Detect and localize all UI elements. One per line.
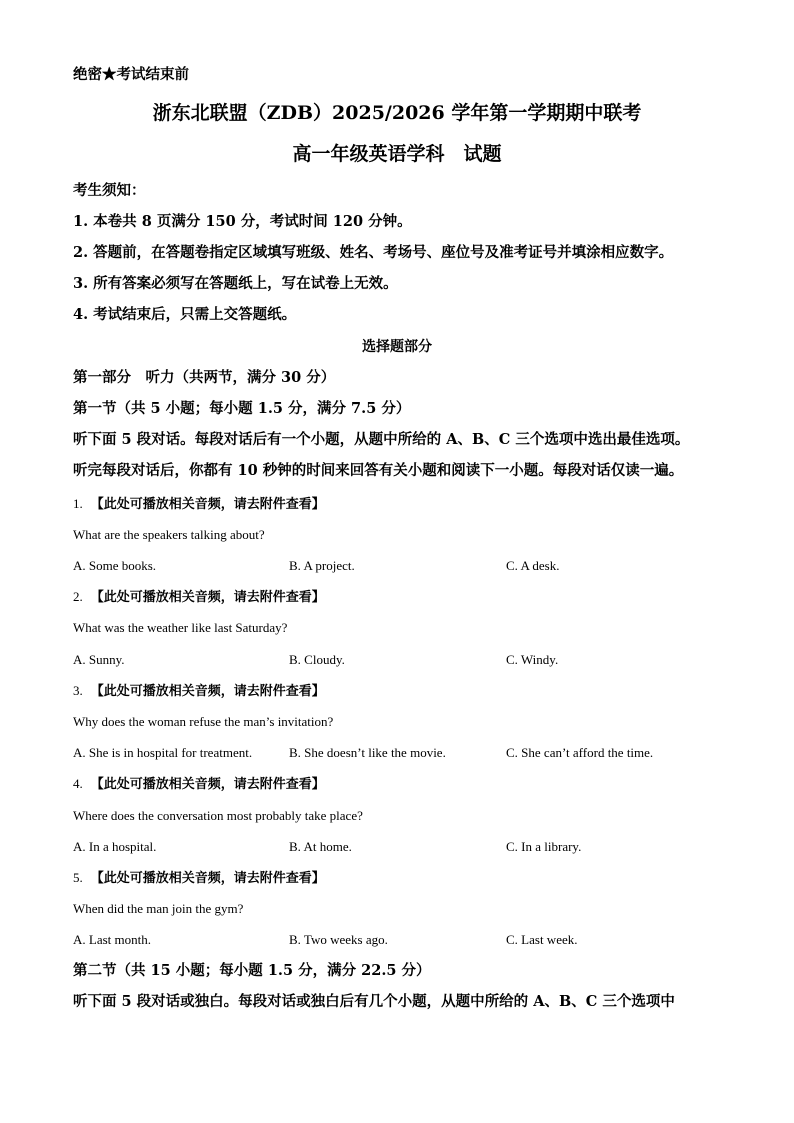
instruction-line: 听下面 5 段对话或独白。每段对话或独白后有几个小题，从题中所给的 A、B、C 三个选项中 [73, 993, 675, 1010]
option-b: B. At home. [289, 839, 352, 854]
option-b: B. A project. [289, 558, 355, 573]
question-text: What was the weather like last Saturday? [73, 620, 288, 635]
question-number: 5. [73, 870, 83, 885]
notice-item: 1. 本卷共 8 页满分 150 分，考试时间 120 分钟。 [73, 213, 412, 230]
question-header [73, 684, 325, 698]
option-b: B. Two weeks ago. [289, 932, 388, 947]
option-c: C. She can’t afford the time. [506, 745, 654, 760]
audio-note[interactable]: 【此处可播放相关音频，请去附件查看】 [90, 777, 325, 792]
question-number: 2. [73, 589, 83, 604]
question-number: 3. [73, 683, 83, 698]
secret-mark: 绝密★考试结束前 [73, 66, 189, 83]
notice-item: 2. 答题前，在答题卷指定区域填写班级、姓名、考场号、座位号及准考证号并填涂相应数字。 [73, 244, 674, 261]
audio-note[interactable]: 【此处可播放相关音频，请去附件查看】 [90, 497, 325, 512]
question-header [73, 497, 325, 511]
question-text: Why does the woman refuse the man’s invitation? [73, 714, 334, 729]
option-b: B. Cloudy. [289, 652, 345, 667]
option-c: C. A desk. [506, 558, 560, 573]
part-title: 第一部分 听力（共两节，满分 30 分） [73, 369, 336, 386]
question-header [73, 871, 325, 885]
section-title: 选择题部分 [362, 339, 432, 355]
question-number: 1. [73, 496, 83, 511]
subsection-title: 第二节（共 15 小题；每小题 1.5 分，满分 22.5 分） [73, 962, 431, 979]
audio-note[interactable]: 【此处可播放相关音频，请去附件查看】 [90, 871, 325, 886]
audio-note[interactable]: 【此处可播放相关音频，请去附件查看】 [90, 684, 325, 699]
question-header [73, 590, 325, 604]
notice-heading: 考生须知： [73, 182, 146, 199]
instruction-line: 听下面 5 段对话。每段对话后有一个小题，从题中所给的 A、B、C 三个选项中选出最佳选项。 [73, 431, 690, 448]
notice-item: 3. 所有答案必须写在答题纸上，写在试卷上无效。 [73, 275, 398, 292]
audio-note[interactable]: 【此处可播放相关音频，请去附件查看】 [90, 590, 325, 605]
question-text: When did the man join the gym? [73, 901, 244, 916]
option-a: A. Last month. [73, 932, 151, 947]
question-number: 4. [73, 776, 83, 791]
notice-item: 4. 考试结束后，只需上交答题纸。 [73, 306, 297, 323]
option-c: C. Windy. [506, 652, 559, 667]
option-c: C. Last week. [506, 932, 578, 947]
question-header [73, 777, 325, 791]
exam-subtitle: 高一年级英语学科 试题 [292, 143, 502, 165]
option-a: A. Sunny. [73, 652, 125, 667]
question-text: What are the speakers talking about? [73, 527, 265, 542]
option-a: A. In a hospital. [73, 839, 157, 854]
exam-title: 浙东北联盟（ZDB）2025/2026 学年第一学期期中联考 [152, 102, 642, 124]
question-text: Where does the conversation most probably take place? [73, 808, 363, 823]
subsection-title: 第一节（共 5 小题；每小题 1.5 分，满分 7.5 分） [73, 400, 411, 417]
option-b: B. She doesn’t like the movie. [289, 745, 446, 760]
instruction-line: 听完每段对话后，你都有 10 秒钟的时间来回答有关小题和阅读下一小题。每段对话仅读一遍。 [73, 462, 684, 479]
option-c: C. In a library. [506, 839, 582, 854]
option-a: A. Some books. [73, 558, 157, 573]
option-a: A. She is in hospital for treatment. [73, 745, 253, 760]
